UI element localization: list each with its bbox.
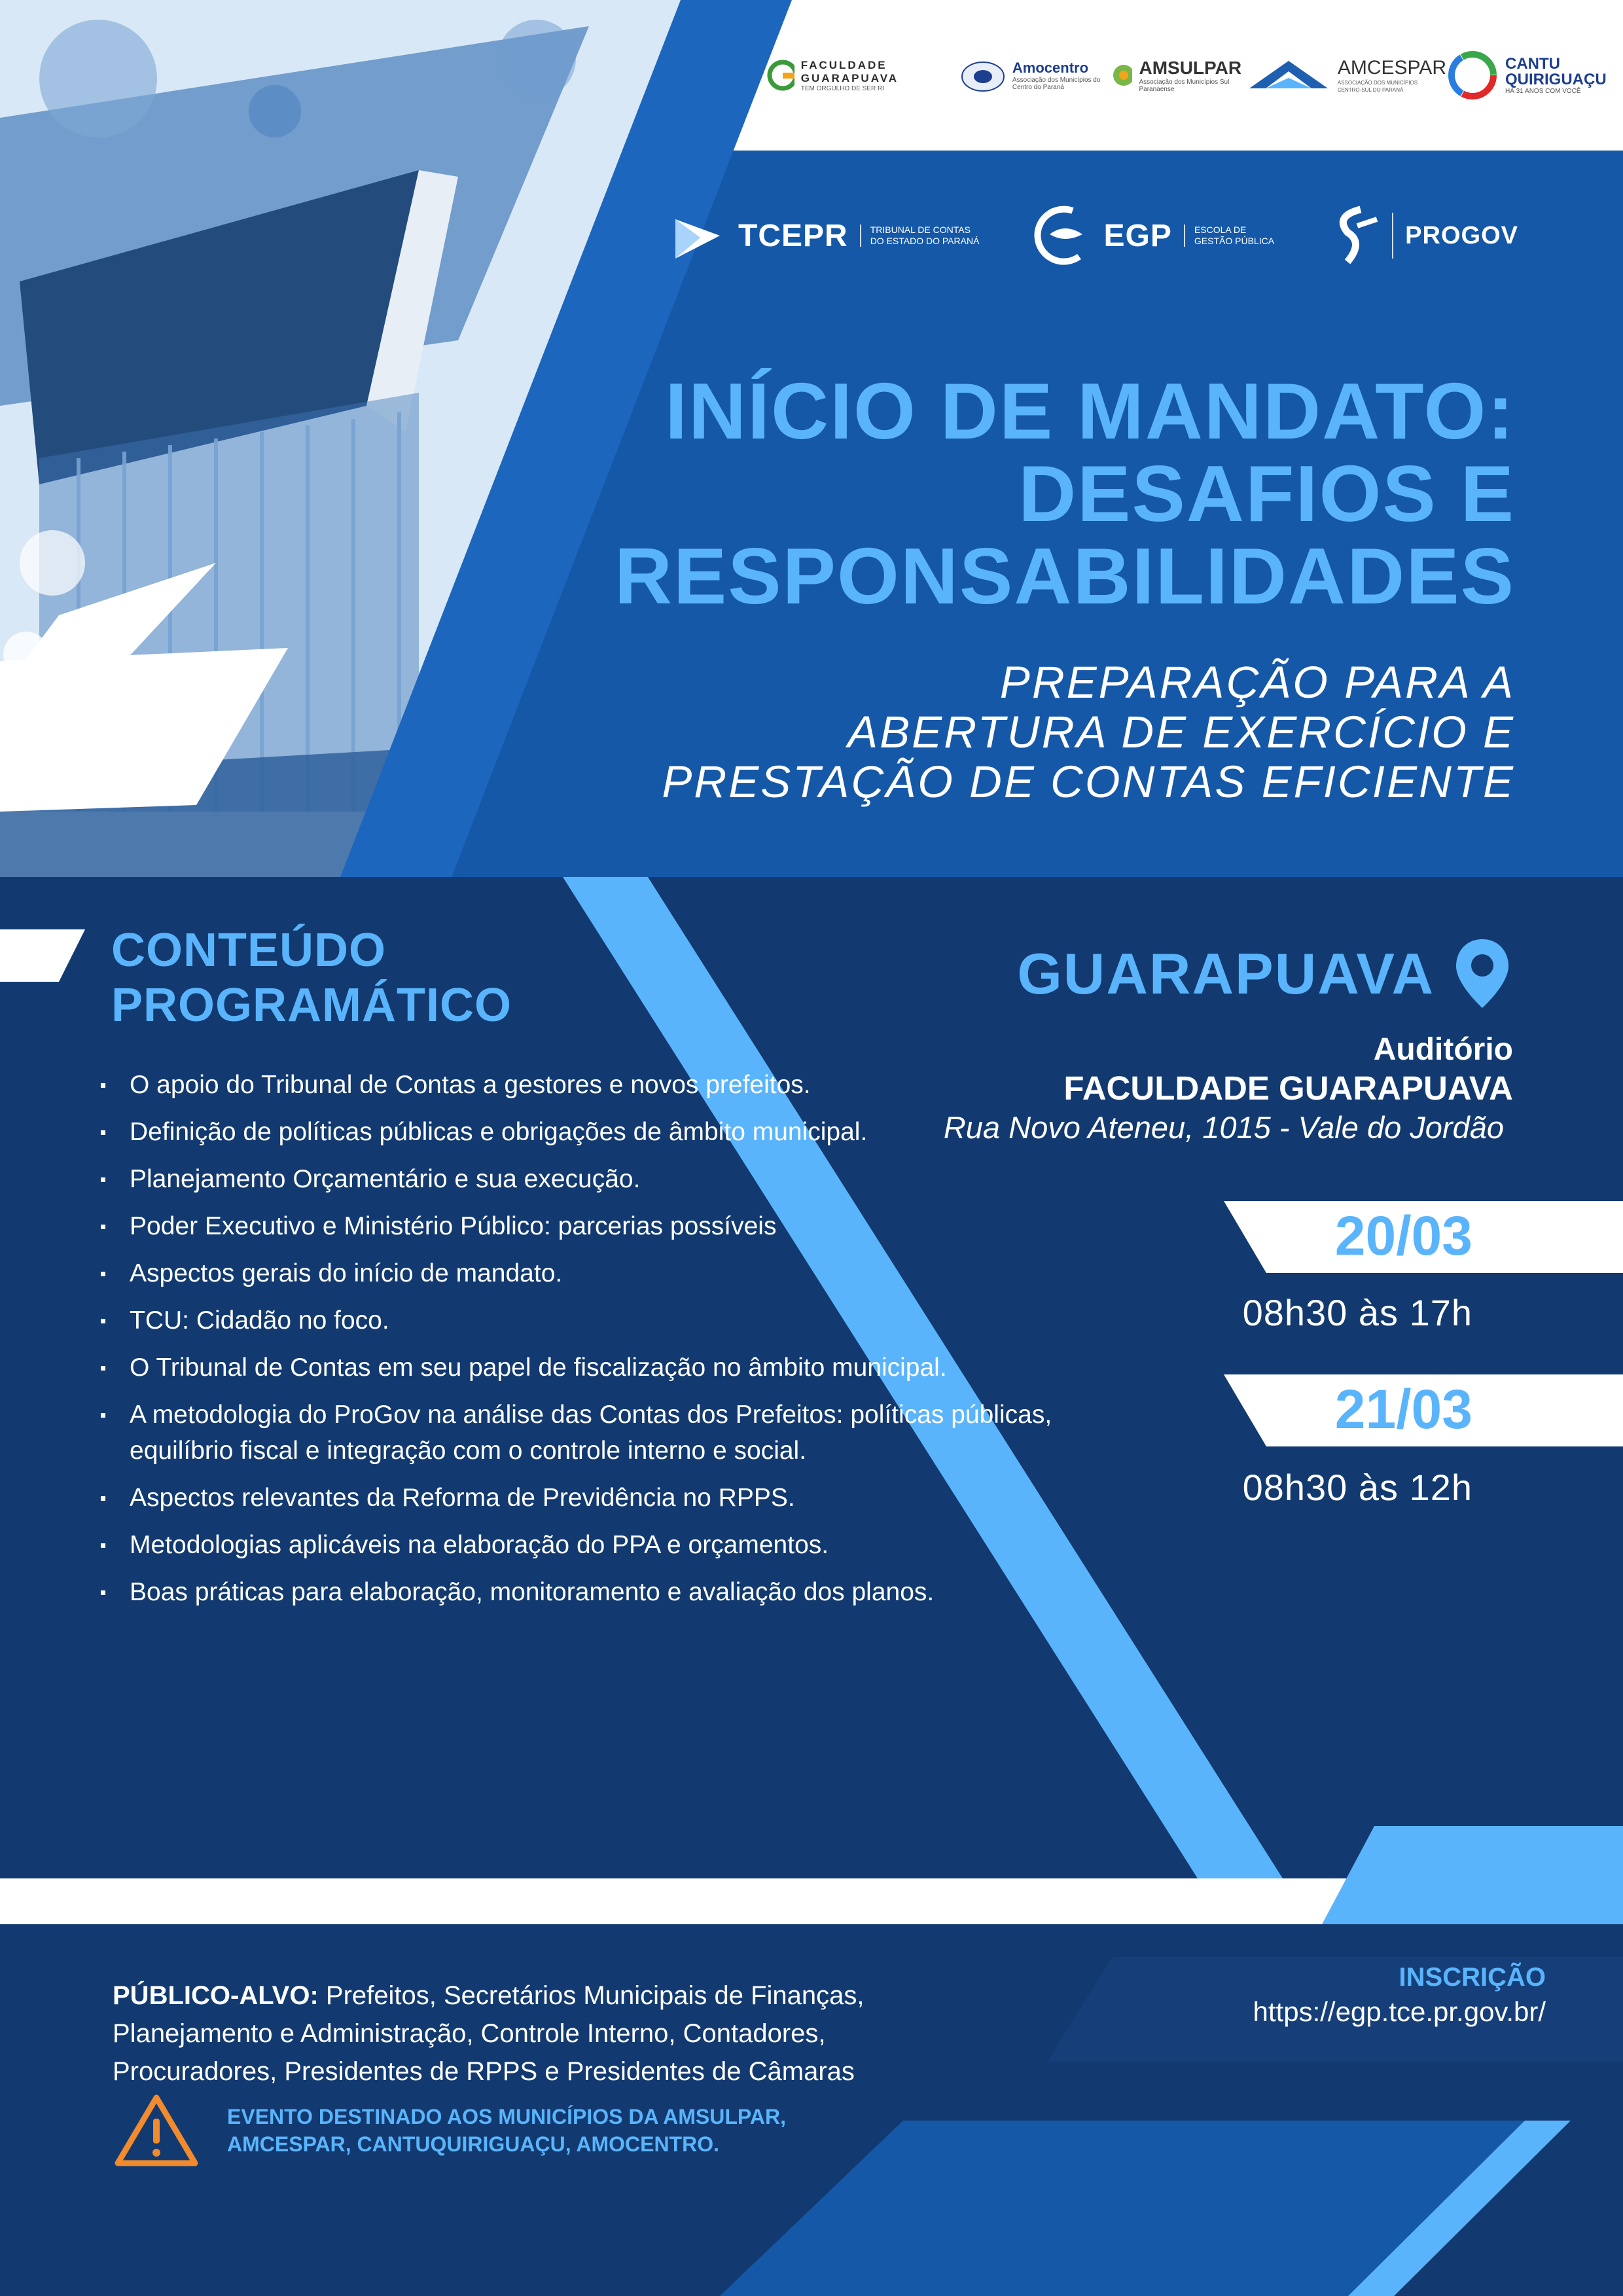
program-item: O apoio do Tribunal de Contas a gestores e novos prefeitos.: [92, 1067, 1073, 1103]
program-item: A metodologia do ProGov na análise das Contas dos Prefeitos: políticas públicas, equilíbrio fiscal e integração com o controle interno e social.: [92, 1397, 1073, 1469]
progov-logo: [1328, 203, 1518, 268]
program-item: Definição de políticas públicas e obrigações de âmbito municipal.: [92, 1114, 1073, 1150]
tcepr-sub2: DO ESTADO DO PARANÁ: [870, 236, 980, 246]
schedule-time-1: 08h30 às 17h: [1242, 1292, 1472, 1333]
registration-label: INSCRIÇÃO: [1399, 1963, 1546, 1992]
program-item: TCU: Cidadão no foco.: [92, 1302, 1073, 1338]
schedule-date-1: 20/03: [1334, 1205, 1472, 1266]
partner-cantu: [1446, 49, 1607, 101]
partner-amcespar: [1246, 56, 1446, 95]
program-list: [92, 1067, 1073, 1621]
partner-name: AMCESPAR: [1337, 57, 1446, 79]
progov-name: PROGOV: [1405, 221, 1518, 249]
venue-institution: FACULDADE GUARAPUAVA: [1063, 1069, 1513, 1107]
registration-block: [1253, 1960, 1546, 2030]
parana-map-icon: [960, 56, 1006, 95]
schedule-date-2: 21/03: [1334, 1378, 1472, 1440]
venue-address: Rua Novo Ateneu, 1015 - Vale do Jordão: [943, 1110, 1504, 1145]
tcepr-subtitle: [860, 224, 980, 247]
event-title: [614, 367, 1515, 620]
program-item: Boas práticas para elaboração, monitoramento e avaliação dos planos.: [92, 1574, 1073, 1610]
notice-text: [227, 2103, 914, 2158]
venue-name: Auditório: [1373, 1032, 1513, 1067]
program-item: O Tribunal de Contas em seu papel de fiscalização no âmbito municipal.: [92, 1350, 1073, 1386]
progov-divider: [1392, 213, 1393, 259]
partner-faculdade-guarapuava: [766, 58, 960, 92]
partner-name: FACULDADE GUARAPUAVA: [800, 58, 899, 84]
egp-subtitle: [1184, 224, 1274, 247]
faculdade-guarapuava-icon: [766, 58, 794, 92]
registration-link[interactable]: https://egp.tce.pr.gov.br/: [1253, 1996, 1546, 2027]
egp-logo: [1033, 203, 1275, 268]
partner-sub: HÁ 31 ANOS COM VOCÊ: [1505, 87, 1581, 95]
notice-line-1: EVENTO DESTINADO AOS MUNICÍPIOS DA AMSULPAR,: [227, 2105, 786, 2128]
program-heading: [111, 923, 512, 1033]
partner-amsulpar: [1111, 58, 1246, 93]
cantu-icon: [1446, 49, 1499, 101]
partner-sub: Associação dos Municípios do Centro do Paraná: [1012, 77, 1101, 91]
tcepr-name: TCEPR: [738, 218, 848, 253]
audience-text: Prefeitos, Secretários Municipais de Finanças, Planejamento e Administração, Controle Interno, Contadores, Procuradores, Presidentes de RPPS e Presidentes de Câmaras: [113, 1981, 865, 2086]
egp-name: EGP: [1103, 218, 1172, 253]
schedule-time-2: 08h30 às 12h: [1242, 1467, 1472, 1508]
partner-amocentro: [960, 56, 1111, 95]
partner-logos: [766, 39, 1607, 111]
subtitle-line-3: PRESTAÇÃO DE CONTAS EFICIENTE: [662, 757, 1515, 807]
program-item: Poder Executivo e Ministério Público: parcerias possíveis: [92, 1208, 1073, 1244]
program-item: Planejamento Orçamentário e sua execução.: [92, 1161, 1073, 1197]
egp-icon: [1033, 203, 1092, 268]
amcespar-icon: [1246, 56, 1331, 95]
progov-icon: [1328, 203, 1380, 268]
event-subtitle: [662, 658, 1515, 807]
map-pin-icon: [1453, 936, 1512, 1011]
program-heading-1: CONTEÚDO: [111, 924, 386, 977]
partner-sub: Associação dos Municípios Sul Paranaense: [1139, 79, 1230, 93]
tcepr-sub1: TRIBUNAL DE CONTAS: [870, 224, 971, 235]
title-line-1: INÍCIO DE MANDATO:: [665, 367, 1515, 456]
subtitle-line-1: PREPARAÇÃO PARA A: [999, 657, 1515, 708]
notice-line-2: AMCESPAR, CANTUQUIRIGUAÇU, AMOCENTRO.: [227, 2132, 719, 2156]
audience-label: PÚBLICO-ALVO:: [113, 1981, 319, 2010]
subtitle-line-2: ABERTURA DE EXERCÍCIO E: [847, 707, 1515, 757]
partner-name: Amocentro: [1012, 60, 1089, 76]
egp-sub1: ESCOLA DE: [1194, 224, 1247, 235]
program-item: Aspectos gerais do início de mandato.: [92, 1255, 1073, 1291]
amsulpar-icon: [1111, 62, 1133, 88]
program-item: Aspectos relevantes da Reforma de Previdência no RPPS.: [92, 1480, 1073, 1516]
partner-sub: ASSOCIAÇÃO DOS MUNICÍPIOS CENTRO-SUL DO PARANÁ: [1337, 80, 1418, 93]
program-heading-2: PROGRAMÁTICO: [111, 979, 512, 1031]
title-line-3: RESPONSABILIDADES: [614, 531, 1515, 620]
tcepr-icon: [668, 206, 726, 265]
program-item: Metodologias aplicáveis na elaboração do PPA e orçamentos.: [92, 1527, 1073, 1563]
tcepr-logo: [668, 206, 979, 265]
location-city-row: [1017, 936, 1512, 1011]
warning-icon: [113, 2091, 201, 2170]
venue-info: [944, 1031, 1513, 1147]
location-city: GUARAPUAVA: [1017, 941, 1435, 1006]
title-line-2: DESAFIOS E: [1018, 449, 1515, 538]
partner-name: CANTU QUIRIGUAÇU: [1505, 54, 1607, 88]
organizer-logos: [668, 196, 1518, 275]
egp-sub2: GESTÃO PÚBLICA: [1194, 236, 1275, 246]
event-notice: [113, 2091, 914, 2170]
target-audience: [113, 1977, 990, 2090]
partner-name: AMSULPAR: [1139, 58, 1242, 78]
partner-sub: TEM ORGULHO DE SER RI: [800, 84, 885, 92]
